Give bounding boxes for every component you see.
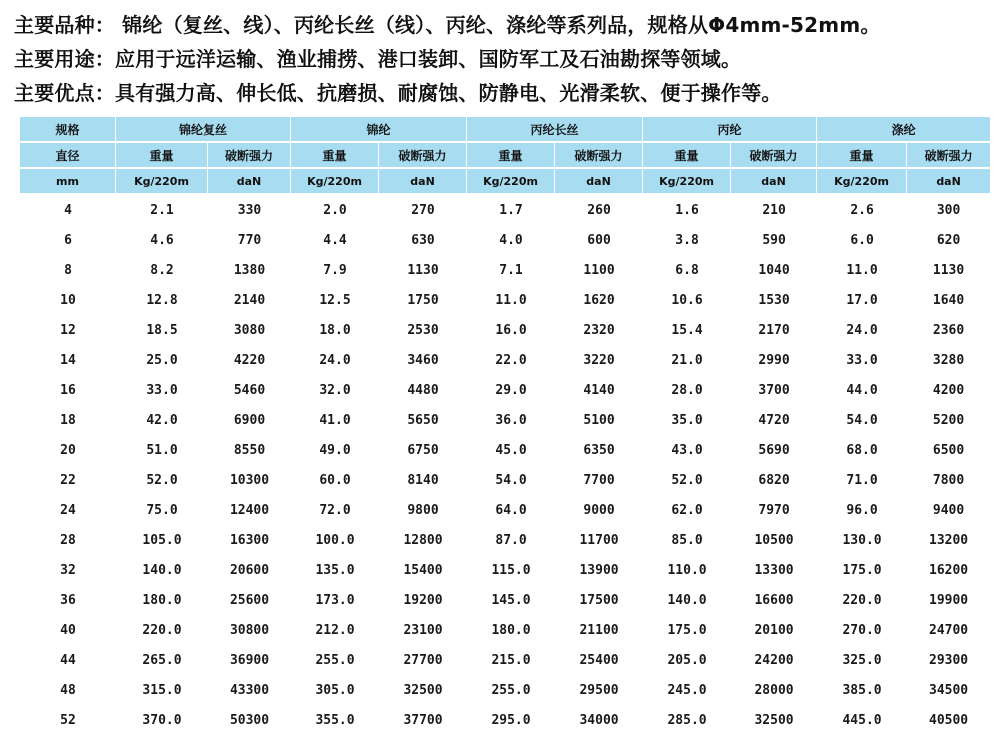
strength-cell: 270 <box>411 202 435 218</box>
strength-cell: 210 <box>762 202 786 218</box>
strength-cell: 8140 <box>407 472 439 488</box>
weight-cell: 52.0 <box>671 472 703 488</box>
spec-table <box>20 117 990 735</box>
strength-cell: 13200 <box>929 532 969 548</box>
table-row <box>20 345 990 375</box>
weight-cell: 22.0 <box>495 352 527 368</box>
strength-cell: 770 <box>237 232 262 248</box>
weight-cell: 2.0 <box>323 202 347 218</box>
weight-cell: 255.0 <box>491 682 531 698</box>
weight-cell: 173.0 <box>315 592 355 608</box>
strength-cell: 6500 <box>932 442 965 458</box>
strength-cell: 34500 <box>929 682 969 698</box>
weight-cell: 4.4 <box>323 232 347 248</box>
strength-cell: 300 <box>936 202 961 218</box>
spec-table-body <box>20 195 990 735</box>
weight-cell: 45.0 <box>495 442 527 458</box>
strength-cell: 4200 <box>932 382 965 398</box>
weight-cell: 12.8 <box>146 292 178 308</box>
diameter-cell: 6 <box>64 232 72 248</box>
weight-cell: 43.0 <box>671 442 703 458</box>
strength-cell: 12400 <box>229 502 270 518</box>
header-breaking-strength: 破断强力 <box>379 143 467 169</box>
weight-cell: 72.0 <box>319 502 351 518</box>
weight-cell: 1.7 <box>499 202 523 218</box>
weight-cell: 12.5 <box>319 292 351 308</box>
strength-cell: 3700 <box>758 382 790 398</box>
strength-cell: 620 <box>936 232 961 248</box>
strength-cell: 1380 <box>233 262 266 278</box>
diameter-cell: 18 <box>60 412 76 428</box>
strength-cell: 13900 <box>579 562 619 578</box>
header-group-polyester: 涤纶 <box>817 117 990 143</box>
strength-cell: 36900 <box>229 652 270 668</box>
strength-cell: 32500 <box>754 712 794 728</box>
diameter-cell: 40 <box>60 622 76 638</box>
strength-cell: 20100 <box>754 622 794 638</box>
strength-cell: 6900 <box>233 412 266 428</box>
diameter-cell: 10 <box>60 292 76 308</box>
weight-cell: 18.5 <box>146 322 178 338</box>
weight-cell: 385.0 <box>842 682 882 698</box>
weight-cell: 24.0 <box>846 322 878 338</box>
header-unit-mm: mm <box>20 169 116 195</box>
strength-cell: 3280 <box>932 352 965 368</box>
weight-cell: 28.0 <box>671 382 703 398</box>
strength-cell: 5650 <box>407 412 439 428</box>
header-weight: 重量 <box>291 143 379 169</box>
diameter-cell: 4 <box>64 202 72 218</box>
weight-cell: 145.0 <box>491 592 531 608</box>
diameter-cell: 12 <box>60 322 76 338</box>
header-breaking-strength: 破断强力 <box>731 143 817 169</box>
diameter-cell: 16 <box>60 382 76 398</box>
strength-cell: 1040 <box>758 262 790 278</box>
weight-cell: 11.0 <box>495 292 527 308</box>
weight-cell: 205.0 <box>667 652 707 668</box>
header-unit-strength: daN <box>907 169 990 195</box>
strength-cell: 2360 <box>932 322 965 338</box>
weight-cell: 305.0 <box>315 682 355 698</box>
strength-cell: 4140 <box>583 382 615 398</box>
strength-cell: 27700 <box>403 652 443 668</box>
strength-cell: 330 <box>237 202 262 218</box>
header-unit-strength: daN <box>555 169 643 195</box>
diameter-cell: 20 <box>60 442 76 458</box>
strength-cell: 34000 <box>579 712 619 728</box>
header-group-pp-filament: 丙纶长丝 <box>467 117 643 143</box>
weight-cell: 110.0 <box>667 562 707 578</box>
table-row <box>20 555 990 585</box>
weight-cell: 285.0 <box>667 712 707 728</box>
header-row-fields <box>20 143 990 169</box>
strength-cell: 9400 <box>932 502 965 518</box>
header-breaking-strength: 破断强力 <box>555 143 643 169</box>
strength-cell: 17500 <box>579 592 619 608</box>
weight-cell: 220.0 <box>142 622 182 638</box>
strength-cell: 2140 <box>233 292 266 308</box>
weight-cell: 41.0 <box>319 412 351 428</box>
strength-cell: 9000 <box>583 502 615 518</box>
header-weight: 重量 <box>643 143 731 169</box>
weight-cell: 2.6 <box>850 202 874 218</box>
strength-cell: 29500 <box>579 682 619 698</box>
weight-cell: 62.0 <box>671 502 703 518</box>
strength-cell: 1750 <box>407 292 439 308</box>
weight-cell: 18.0 <box>319 322 351 338</box>
weight-cell: 49.0 <box>319 442 351 458</box>
weight-cell: 270.0 <box>842 622 882 638</box>
weight-cell: 7.1 <box>499 262 523 278</box>
strength-cell: 19200 <box>403 592 443 608</box>
strength-cell: 6820 <box>758 472 790 488</box>
header-weight: 重量 <box>116 143 208 169</box>
header-breaking-strength: 破断强力 <box>907 143 990 169</box>
diameter-cell: 24 <box>60 502 76 518</box>
weight-cell: 21.0 <box>671 352 703 368</box>
diameter-cell: 28 <box>60 532 76 548</box>
diameter-cell: 48 <box>60 682 76 698</box>
weight-cell: 33.0 <box>846 352 878 368</box>
weight-cell: 6.8 <box>675 262 699 278</box>
strength-cell: 1640 <box>932 292 965 308</box>
header-unit-strength: daN <box>379 169 467 195</box>
weight-cell: 35.0 <box>671 412 703 428</box>
strength-cell: 30800 <box>229 622 270 638</box>
strength-cell: 1620 <box>583 292 615 308</box>
strength-cell: 16300 <box>229 532 270 548</box>
header-unit-weight: Kg/220m <box>643 169 731 195</box>
strength-cell: 7970 <box>758 502 790 518</box>
table-row <box>20 645 990 675</box>
weight-cell: 4.6 <box>150 232 174 248</box>
header-breaking-strength: 破断强力 <box>208 143 291 169</box>
weight-cell: 87.0 <box>495 532 527 548</box>
weight-cell: 315.0 <box>142 682 182 698</box>
table-row <box>20 585 990 615</box>
header-unit-weight: Kg/220m <box>817 169 907 195</box>
header-spec: 规格 <box>20 117 116 143</box>
weight-cell: 36.0 <box>495 412 527 428</box>
table-row <box>20 435 990 465</box>
header-diameter: 直径 <box>20 143 116 169</box>
weight-cell: 11.0 <box>846 262 878 278</box>
strength-cell: 2320 <box>583 322 615 338</box>
header-unit-strength: daN <box>731 169 817 195</box>
weight-cell: 51.0 <box>146 442 178 458</box>
strength-cell: 25400 <box>579 652 619 668</box>
strength-cell: 11700 <box>579 532 619 548</box>
header-group-nylon: 锦纶 <box>291 117 467 143</box>
strength-cell: 4220 <box>233 352 266 368</box>
strength-cell: 40500 <box>929 712 969 728</box>
strength-cell: 6750 <box>407 442 439 458</box>
weight-cell: 370.0 <box>142 712 182 728</box>
weight-cell: 17.0 <box>846 292 878 308</box>
strength-cell: 50300 <box>229 712 270 728</box>
header-weight: 重量 <box>817 143 907 169</box>
weight-cell: 54.0 <box>846 412 878 428</box>
diameter-cell: 36 <box>60 592 76 608</box>
weight-cell: 4.0 <box>499 232 523 248</box>
weight-cell: 52.0 <box>146 472 178 488</box>
strength-cell: 1130 <box>932 262 965 278</box>
weight-cell: 25.0 <box>146 352 178 368</box>
strength-cell: 630 <box>411 232 435 248</box>
strength-cell: 1100 <box>583 262 615 278</box>
strength-cell: 5200 <box>932 412 965 428</box>
weight-cell: 265.0 <box>142 652 182 668</box>
table-row <box>20 525 990 555</box>
strength-cell: 16600 <box>754 592 794 608</box>
weight-cell: 445.0 <box>842 712 882 728</box>
weight-cell: 8.2 <box>150 262 174 278</box>
strength-cell: 20600 <box>229 562 270 578</box>
weight-cell: 100.0 <box>315 532 355 548</box>
strength-cell: 10500 <box>754 532 794 548</box>
weight-cell: 33.0 <box>146 382 178 398</box>
strength-cell: 16200 <box>929 562 969 578</box>
header-unit-weight: Kg/220m <box>291 169 379 195</box>
diameter-cell: 22 <box>60 472 76 488</box>
strength-cell: 5100 <box>583 412 615 428</box>
strength-cell: 28000 <box>754 682 794 698</box>
header-unit-weight: Kg/220m <box>467 169 555 195</box>
weight-cell: 24.0 <box>319 352 351 368</box>
header-unit-weight: Kg/220m <box>116 169 208 195</box>
weight-cell: 71.0 <box>846 472 878 488</box>
table-row <box>20 315 990 345</box>
strength-cell: 37700 <box>403 712 443 728</box>
weight-cell: 32.0 <box>319 382 351 398</box>
strength-cell: 7700 <box>583 472 615 488</box>
strength-cell: 24200 <box>754 652 794 668</box>
weight-cell: 54.0 <box>495 472 527 488</box>
weight-cell: 3.8 <box>675 232 699 248</box>
strength-cell: 32500 <box>403 682 443 698</box>
intro-varieties: 主要品种： 锦纶（复丝、线）、丙纶长丝（线）、丙纶、涤纶等系列品，规格从Φ4mm-52mm。 <box>14 13 881 37</box>
weight-cell: 140.0 <box>667 592 707 608</box>
weight-cell: 255.0 <box>315 652 355 668</box>
weight-cell: 130.0 <box>842 532 882 548</box>
weight-cell: 44.0 <box>846 382 878 398</box>
table-row <box>20 465 990 495</box>
table-row <box>20 675 990 705</box>
table-row <box>20 705 990 735</box>
table-row <box>20 195 990 225</box>
strength-cell: 8550 <box>233 442 266 458</box>
weight-cell: 96.0 <box>846 502 878 518</box>
weight-cell: 245.0 <box>667 682 707 698</box>
intro-advantages: 主要优点：具有强力高、伸长低、抗磨损、耐腐蚀、防静电、光滑柔软、便于操作等。 <box>14 81 782 105</box>
table-row <box>20 615 990 645</box>
strength-cell: 4480 <box>407 382 439 398</box>
header-group-nylon-multifilament: 锦纶复丝 <box>116 117 291 143</box>
strength-cell: 3080 <box>233 322 266 338</box>
strength-cell: 9800 <box>407 502 439 518</box>
diameter-cell: 44 <box>60 652 76 668</box>
strength-cell: 6350 <box>583 442 615 458</box>
weight-cell: 64.0 <box>495 502 527 518</box>
weight-cell: 180.0 <box>491 622 531 638</box>
weight-cell: 325.0 <box>842 652 882 668</box>
weight-cell: 215.0 <box>491 652 531 668</box>
diameter-cell: 32 <box>60 562 76 578</box>
diameter-cell: 14 <box>60 352 76 368</box>
weight-cell: 29.0 <box>495 382 527 398</box>
strength-cell: 5690 <box>758 442 790 458</box>
strength-cell: 25600 <box>229 592 270 608</box>
strength-cell: 12800 <box>403 532 443 548</box>
strength-cell: 260 <box>587 202 611 218</box>
strength-cell: 10300 <box>229 472 270 488</box>
strength-cell: 29300 <box>929 652 969 668</box>
weight-cell: 68.0 <box>846 442 878 458</box>
strength-cell: 1130 <box>407 262 439 278</box>
weight-cell: 10.6 <box>671 292 703 308</box>
weight-cell: 175.0 <box>842 562 882 578</box>
weight-cell: 140.0 <box>142 562 182 578</box>
table-row <box>20 375 990 405</box>
header-row-units <box>20 169 990 195</box>
weight-cell: 212.0 <box>315 622 355 638</box>
strength-cell: 3220 <box>583 352 615 368</box>
strength-cell: 1530 <box>758 292 790 308</box>
weight-cell: 220.0 <box>842 592 882 608</box>
strength-cell: 24700 <box>929 622 969 638</box>
strength-cell: 5460 <box>233 382 266 398</box>
strength-cell: 19900 <box>929 592 969 608</box>
strength-cell: 3460 <box>407 352 439 368</box>
header-weight: 重量 <box>467 143 555 169</box>
header-group-pp: 丙纶 <box>643 117 817 143</box>
strength-cell: 21100 <box>579 622 619 638</box>
strength-cell: 23100 <box>403 622 443 638</box>
weight-cell: 105.0 <box>142 532 182 548</box>
weight-cell: 42.0 <box>146 412 178 428</box>
strength-cell: 2990 <box>758 352 790 368</box>
weight-cell: 15.4 <box>671 322 703 338</box>
strength-cell: 2170 <box>758 322 790 338</box>
strength-cell: 7800 <box>932 472 965 488</box>
strength-cell: 590 <box>762 232 786 248</box>
header-row-groups <box>20 117 990 143</box>
table-row <box>20 285 990 315</box>
strength-cell: 600 <box>587 232 611 248</box>
weight-cell: 16.0 <box>495 322 527 338</box>
table-row <box>20 225 990 255</box>
table-row <box>20 495 990 525</box>
strength-cell: 43300 <box>229 682 270 698</box>
weight-cell: 75.0 <box>146 502 178 518</box>
intro-block <box>14 8 994 110</box>
weight-cell: 135.0 <box>315 562 355 578</box>
weight-cell: 1.6 <box>675 202 699 218</box>
weight-cell: 85.0 <box>671 532 703 548</box>
diameter-cell: 52 <box>60 712 76 728</box>
weight-cell: 60.0 <box>319 472 351 488</box>
strength-cell: 13300 <box>754 562 794 578</box>
strength-cell: 15400 <box>403 562 443 578</box>
diameter-cell: 8 <box>64 262 72 278</box>
weight-cell: 180.0 <box>142 592 182 608</box>
weight-cell: 175.0 <box>667 622 707 638</box>
strength-cell: 2530 <box>407 322 439 338</box>
header-unit-strength: daN <box>208 169 291 195</box>
weight-cell: 7.9 <box>323 262 347 278</box>
intro-uses: 主要用途：应用于远洋运输、渔业捕捞、港口装卸、国防军工及石油勘探等领域。 <box>14 47 742 71</box>
weight-cell: 295.0 <box>491 712 531 728</box>
strength-cell: 4720 <box>758 412 790 428</box>
weight-cell: 115.0 <box>491 562 531 578</box>
weight-cell: 355.0 <box>315 712 355 728</box>
table-row <box>20 405 990 435</box>
table-row <box>20 255 990 285</box>
weight-cell: 2.1 <box>150 202 174 218</box>
weight-cell: 6.0 <box>850 232 874 248</box>
